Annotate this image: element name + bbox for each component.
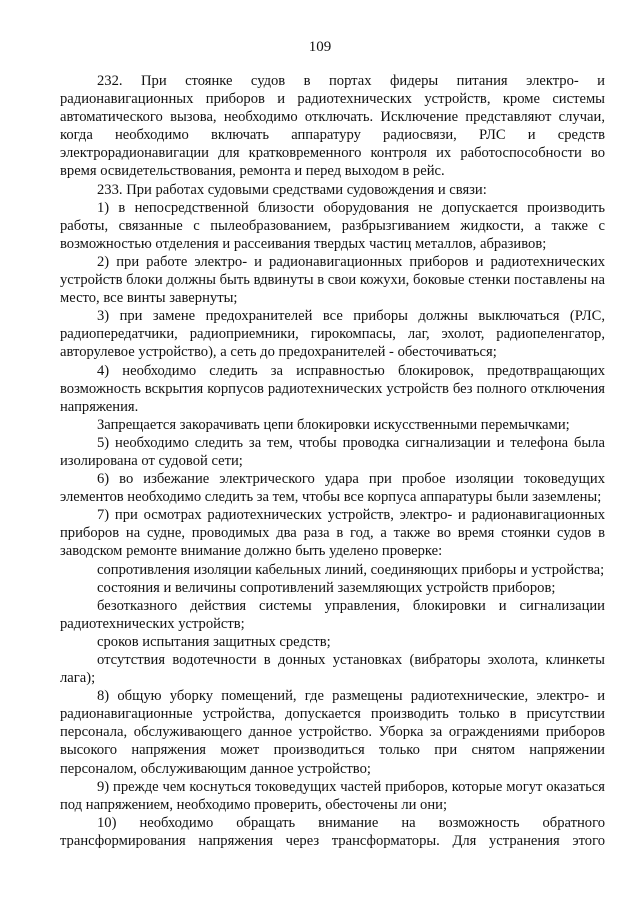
item-3: 3) при замене предохранителей все приборы должны выключаться (РЛС, радиопередатчики, радиоприемники, гирокомпасы, лаг, эхолот, радиопеленгатор, авторулевое устройство), а сеть до предохранителей - обесточиваться; <box>60 308 605 361</box>
item-1: 1) в непосредственной близости оборудования не допускается производить работы, связанные с пылеобразованием, разбрызгиванием жидкости, а также с возможностью отделения и рассеивания твердых частиц металлов, абразивов; <box>60 199 605 252</box>
item-9: 9) прежде чем коснуться токоведущих частей приборов, которые могут оказаться под напряжением, необходимо проверить, обесточены ли они; <box>60 778 605 813</box>
item-5: 5) необходимо следить за тем, чтобы проводка сигнализации и телефона была изолирована от судовой сети; <box>60 434 605 469</box>
item-6: 6) во избежание электрического удара при пробое изоляции токоведущих элементов необходимо следить за тем, чтобы все корпуса аппаратуры были заземлены; <box>60 471 605 506</box>
page-number: 109 <box>308 39 332 55</box>
item-4: 4) необходимо следить за исправностью блокировок, предотвращающих возможность вскрытия корпусов радиотехнических устройств без полного отключения напряжения. <box>60 362 605 415</box>
paragraph-232: 232. При стоянке судов в портах фидеры питания электро- и радионавигационных приборов и радиотехнических устройств, кроме системы автоматического вызова, необходимо отключать. Исключение представляют случаи, когда необходимо включать аппаратуру радиосвязи, РЛС и средств электрорадионавигации для кратковременного контроля их работоспособности во время освидетельствования, ремонта и перед выходом в рейс. <box>60 73 605 180</box>
body-text <box>60 72 605 850</box>
check-protective-means: сроков испытания защитных средств; <box>97 633 331 650</box>
item-10: 10) необходимо обращать внимание на возможность обратного трансформирования напряжения через трансформаторы. Для устранения этого <box>60 814 605 849</box>
item-7: 7) при осмотрах радиотехнических устройств, электро- и радионавигационных приборов на судне, проводимых два раза в год, а также во время стоянки судов в заводском ремонте внимание должно быть уделено проверке: <box>60 507 605 560</box>
check-water-leaks: отсутствия водотечности в донных установках (вибраторы эхолота, клинкеты лага); <box>60 652 605 687</box>
paragraph-233: 233. При работах судовыми средствами судовождения и связи: <box>97 181 487 198</box>
check-control-system: безотказного действия системы управления, блокировки и сигнализации радиотехнических устройств; <box>60 597 605 632</box>
check-insulation: сопротивления изоляции кабельных линий, соединяющих приборы и устройства; <box>97 561 605 578</box>
prohibition-note: Запрещается закорачивать цепи блокировки искусственными перемычками; <box>97 416 570 433</box>
item-8: 8) общую уборку помещений, где размещены радиотехнические, электро- и радионавигационные устройства, допускается производить только в присутствии персонала, обслуживающего данное устройство. Уборка за ограждениями приборов высокого напряжения может производиться только при снятом напряжении персоналом, обслуживающим данное устройство; <box>60 688 605 777</box>
check-grounding: состояния и величины сопротивлений заземляющих устройств приборов; <box>97 579 556 596</box>
item-2: 2) при работе электро- и радионавигационных приборов и радиотехнических устройств блоки должны быть вдвинуты в свои кожухи, боковые стенки поставлены на место, все винты завернуты; <box>60 253 605 307</box>
